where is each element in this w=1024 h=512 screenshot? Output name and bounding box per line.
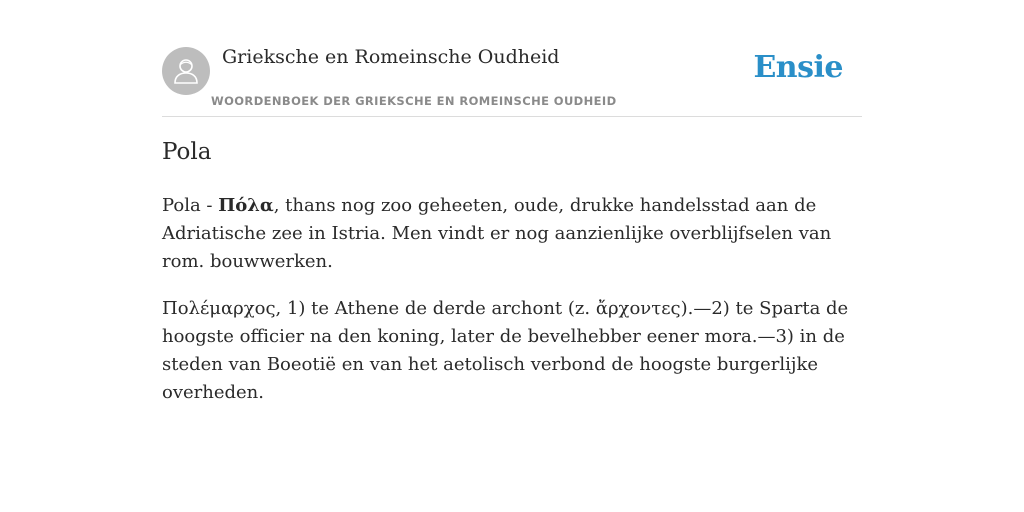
avatar[interactable] <box>162 47 210 95</box>
source-title[interactable]: Grieksche en Romeinsche Oudheid <box>222 46 560 68</box>
definition-paragraph-2: Πολέμαρχος, 1) te Athene de derde archont (z. ἄρχοντες).—2) te Sparta de hoogste officier na den koning, later de bevelhebber eener mora.—3) in de steden van Boeotië en van het aetolisch verbond de hoogste burgerlijke overheden. <box>162 298 849 403</box>
entry-content <box>162 192 867 426</box>
greek-term: Πόλα <box>218 195 274 216</box>
definition-prefix: Pola - <box>162 195 219 216</box>
entry-title: Pola <box>162 139 212 165</box>
user-icon <box>172 56 200 86</box>
ensie-logo[interactable]: Ensie <box>753 50 843 85</box>
source-subtitle: WOORDENBOEK DER GRIEKSCHE EN ROMEINSCHE OUDHEID <box>211 94 617 108</box>
definition-text: , thans nog zoo geheeten, oude, drukke handelsstad aan de Adriatische zee in Istria. Men vindt er nog aanzienlijke overblijfselen van rom. bouwwerken. <box>162 195 832 272</box>
source-header <box>162 44 862 117</box>
definition-paragraph <box>162 192 867 276</box>
